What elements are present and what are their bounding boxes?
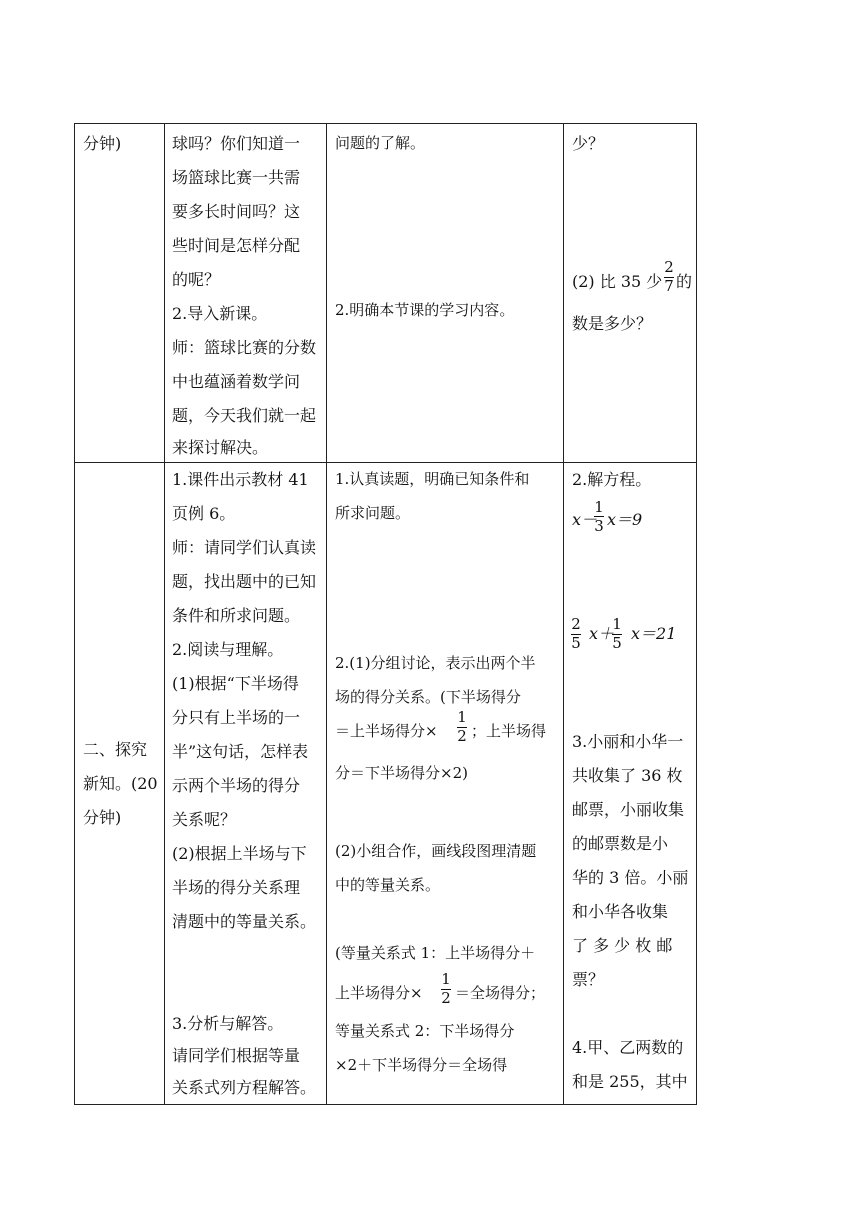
stage-time-cont: 分钟) <box>83 134 122 153</box>
row-divider <box>75 462 696 463</box>
lesson-table: 分钟) 球吗？你们知道一 场篮球比赛一共需 要多长时间吗？这 些时间是怎样分配 的呢？ 2.导入新课。 师：篮球比赛的分数 中也蕴涵着数学问 题，今天我们就一起 来探讨解决。 问题的了解。 2.明确本节课的学习内容。 少？ (2) 比 35 少 2 7 的 数是多少？ 二、探究 新知。(20 分钟) 1.课件出示教材 41 页例 6。 师：请同学们认真读 题，找出题中的已知 条件和所求问题。 2.阅读与理解。 (1)根据“下半场得 分只有上半场的一 半”这句话，怎样表 示两个半场的得分 关系呢？ (2)根据上半场与下 半场的得分关系理 清题中的等量关系。 3.分析与解答。 请同学们根据等量 关系式列方程解答。 1.认真读题，明确已知条件和 所求问题。 2.(1)分组讨论，表示出两个半 场的得分关系。(下半场得分 ＝上半场得分× 1 2 ；上半场得 分＝下半场得分×2) (2)小组合作，画线段图理清题 中的等量关系。 (等量关系式 1：上半场得分＋ 上半场得分× 1 2 ＝全场得分； 等量关系式 2：下半场得分 ×2＋下半场得分＝全场得 2.解方程。 x－ 1 3 x＝9 2 5 x＋ 1 5 x＝21 3.小丽和小华一 共收集了 36 枚 邮票，小丽收集 的邮票数是小 华的 3 倍。小丽 和小华各收集 了 多 少 枚 邮 票？ 4.甲、乙两数的 和是 255，其中 <box>74 123 697 1105</box>
col-divider-2 <box>326 124 327 1104</box>
col-divider-3 <box>563 124 564 1104</box>
col-divider-1 <box>164 124 165 1104</box>
